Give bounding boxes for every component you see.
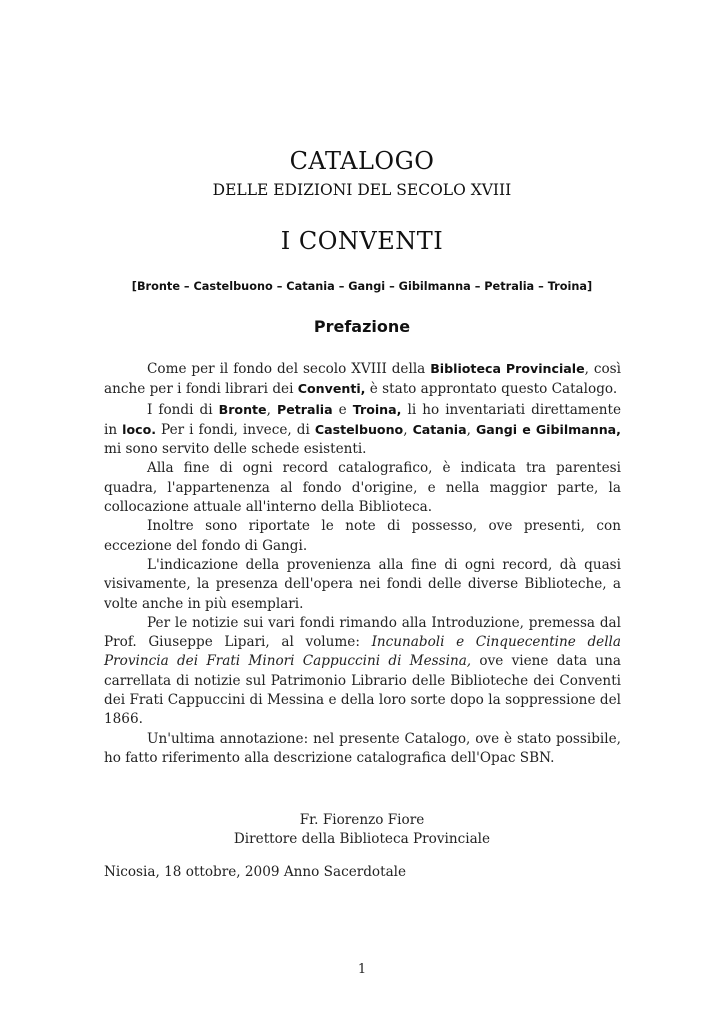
text-run: Un'ultima annotazione: nel presente Catalogo, ove è stato possibile, ho fatto riferimento alla descrizione catalografica dell'Opac SBN.: [104, 730, 621, 766]
text-run: e: [332, 401, 353, 418]
text-run: ove viene data una carrellata di notizie sul Patrimonio Librario delle Biblioteche dei Conventi dei Frati Cappuccini di Messina e della loro sorte dopo la soppressione del 1866.: [104, 653, 621, 728]
preface-paragraph: [104, 517, 621, 556]
text-run: ,: [403, 421, 413, 438]
text-run: Alla fine di ogni record catalografico, è indicata tra parentesi quadra, l'appartenenza al fondo d'origine, e nella maggior parte, la collocazione attuale all'interno della Biblioteca.: [104, 460, 621, 516]
bold-run: Conventi,: [297, 381, 366, 397]
text-run: I fondi di: [147, 401, 219, 418]
preface-paragraph: [104, 730, 621, 769]
text-run: li ho inventariati direttamente in: [104, 401, 621, 438]
text-run: Per i fondi, invece, di: [156, 421, 315, 438]
signature-role: Direttore della Biblioteca Provinciale: [233, 831, 491, 847]
bold-run: Gangi e Gibilmanna,: [475, 421, 621, 437]
text-run: Come per il fondo del secolo XVIII della: [147, 361, 431, 377]
preface-paragraph: [104, 359, 621, 400]
bold-run: Troina,: [352, 401, 402, 417]
text-run: ,: [466, 421, 476, 438]
text-run: mi sono servito delle schede esistenti.: [104, 441, 367, 458]
signature-name: Fr. Fiorenzo Fiore: [299, 812, 425, 828]
catalog-title: CATALOGO: [289, 147, 435, 175]
bold-run: Biblioteca Provinciale: [430, 361, 585, 376]
italic-run: Incunaboli e Cinquecentine della Provincia dei Frati Minori Cappuccini di Messina,: [104, 634, 621, 670]
preface-heading: Prefazione: [313, 317, 411, 336]
text-run: Inoltre sono riportate le note di possesso, ove presenti, con eccezione del fondo di Gangi.: [104, 518, 621, 554]
text-run: L'indicazione della provenienza alla fine di ogni record, dà quasi visivamente, la presenza dell'opera nei fondi delle diverse Biblioteche, a volte anche in più esemplari.: [104, 556, 621, 612]
preface-body: [104, 359, 621, 768]
bold-run: loco.: [122, 421, 157, 437]
text-run: , così anche per i fondi librari dei: [104, 361, 622, 398]
preface-paragraph: [104, 400, 621, 460]
catalog-subtitle: DELLE EDIZIONI DEL SECOLO XVIII: [212, 181, 512, 199]
bold-run: Petralia: [276, 401, 333, 417]
convent-places: [Bronte – Castelbuono – Catania – Gangi – Gibilmanna – Petralia – Troina]: [131, 280, 593, 293]
preface-paragraph: [104, 556, 621, 614]
text-run: Per le notizie sui vari fondi rimando alla Introduzione, premessa dal Prof. Giuseppe Lipari, al volume:: [104, 614, 621, 651]
bold-run: Catania: [412, 421, 467, 437]
preface-paragraph: [104, 614, 621, 730]
place-date: Nicosia, 18 ottobre, 2009 Anno Sacerdotale: [104, 864, 407, 880]
preface-paragraph: [104, 459, 621, 517]
text-run: ,: [266, 401, 277, 418]
text-run: è stato approntato questo Catalogo.: [365, 381, 618, 398]
bold-run: Castelbuono: [314, 421, 404, 437]
section-title: I CONVENTI: [280, 227, 444, 255]
bold-run: Bronte: [218, 401, 267, 417]
page-number: 1: [357, 962, 367, 977]
